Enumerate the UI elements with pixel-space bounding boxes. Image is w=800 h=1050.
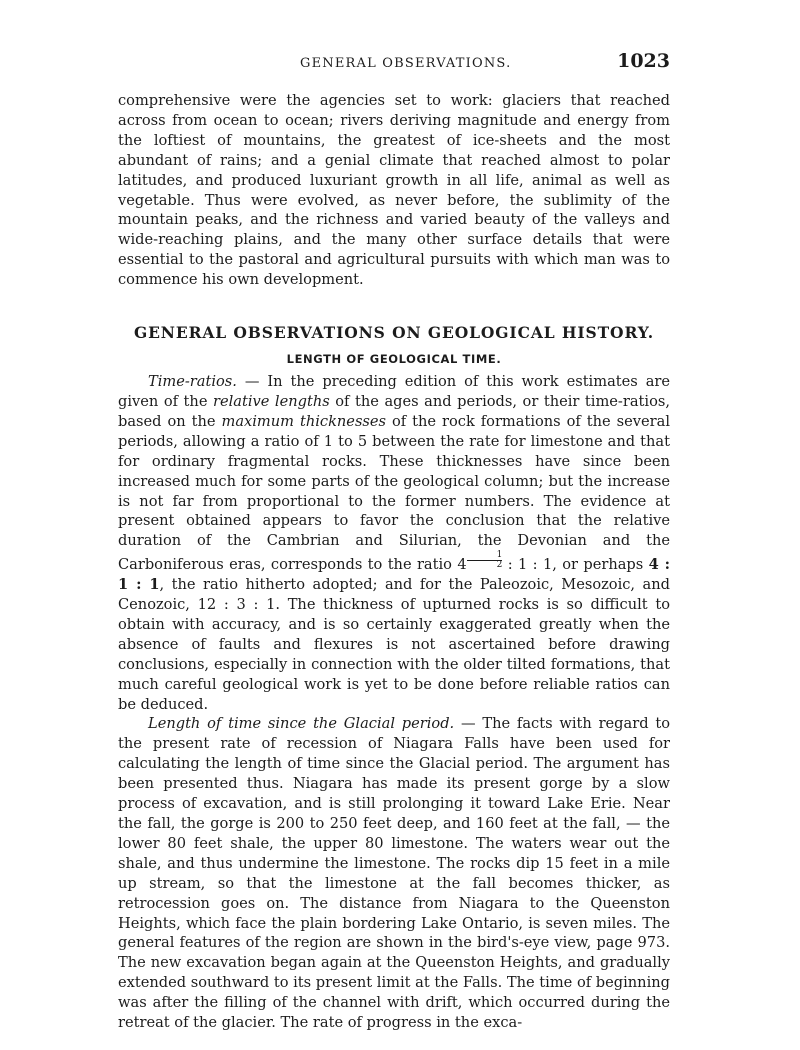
time-ratios-heading: Time-ratios. <box>148 373 237 391</box>
glacial-dash: — <box>454 715 483 733</box>
glacial-paragraph <box>118 714 670 1033</box>
glacial-heading: Length of time since the Glacial period. <box>148 715 455 733</box>
time-ratios-text-3: of the rock formations of the several periods, allowing a ratio of 1 to 5 between the rate for limestone and that for ordinary fragmental rocks. These thicknesses have since been increased much for some parts of the geological column; but the increase is not far from proportional to the former numbers. The evidence at present obtained appears to favor the conclusion that the relative duration of the Cambrian and Silurian, the Devonian and the Carboniferous eras, corresponds to the ratio <box>118 412 670 574</box>
running-head <box>118 50 670 76</box>
ratio-fraction <box>467 551 503 570</box>
maximum-thicknesses-term: maximum thicknesses <box>221 412 387 430</box>
page-number: 1023 <box>617 50 670 72</box>
time-ratios-text-1: In the preceding edition of this work estimates are given of the <box>118 373 671 410</box>
time-ratios-text-2: of the ages and periods, or their time-ratios, based on the <box>118 392 670 430</box>
glacial-text: The facts with regard to the present rate of recession of Niagara Falls have been used for calculating the length of time since the Glacial period. The argument has been presented thus. Niagara has made its present gorge by a slow process of excavation, and is still prolonging it toward Lake Erie. Near the fall, the gorge is 200 to 250 feet deep, and 160 feet at the fall, — the lower 80 feet shale, the upper 80 limestone. The waters wear out the shale, and thus undermine the limestone. The rocks dip 15 feet in a mile up stream, so that the limestone at the fall becomes thicker, as retrocession goes on. The distance from Niagara to the Queenston Heights, which face the plain bordering Lake Ontario, is seven miles. The general features of the region are shown in the bird's-eye view, page 973. The new excavation began again at the Queenston Heights, and gradually extended southward to its present limit at the Falls. The time of beginning was after the filling of the channel with drift, which occurred during the retreat of the glacier. The rate of progress in the exca- <box>118 715 670 1032</box>
time-ratios-paragraph <box>118 372 670 714</box>
section-title: GENERAL OBSERVATIONS ON GEOLOGICAL HISTORY. <box>133 323 655 343</box>
running-head-title: GENERAL OBSERVATIONS. <box>300 56 512 71</box>
time-ratios-dash: — <box>236 373 268 391</box>
ratio-whole: 4 <box>457 556 467 574</box>
time-ratios-text-4: : 1 : 1, or perhaps <box>502 556 649 574</box>
time-ratios-text-5: , the ratio hitherto adopted; and for the Paleozoic, Mesozoic, and Cenozoic, 12 : 3 : 1. The thickness of upturned rocks is so difficult to obtain with accuracy, and is so certainly exaggerated greatly when the absence of faults and flexures is not ascertained before drawing conclusions, especially in connection with the older tilted formations, that much careful geological work is yet to be done before reliable ratios can be deduced. <box>118 576 670 713</box>
adopted-ratio: 4 : 1 : 1 <box>118 556 670 594</box>
book-page <box>118 50 670 1033</box>
section-subtitle: LENGTH OF GEOLOGICAL TIME. <box>286 352 502 367</box>
fraction-denominator: 2 <box>496 560 503 571</box>
fraction-numerator: 1 <box>467 551 503 561</box>
intro-paragraph: comprehensive were the agencies set to work: glaciers that reached across from ocean to ocean; rivers deriving magnitude and energy from the loftiest of mountains, the greatest of ice-sheets and the most abundant of rains; and a genial climate that reached almost to polar latitudes, and produced luxuriant growth in all life, animal as well as vegetable. Thus were evolved, as never before, the sublimity of the mountain peaks, and the richness and varied beauty of the valleys and wide-reaching plains, and the many other surface details that were essential to the pastoral and agricultural pursuits with which man was to commence his own development. <box>118 92 670 289</box>
relative-lengths-term: relative lengths <box>213 392 330 410</box>
